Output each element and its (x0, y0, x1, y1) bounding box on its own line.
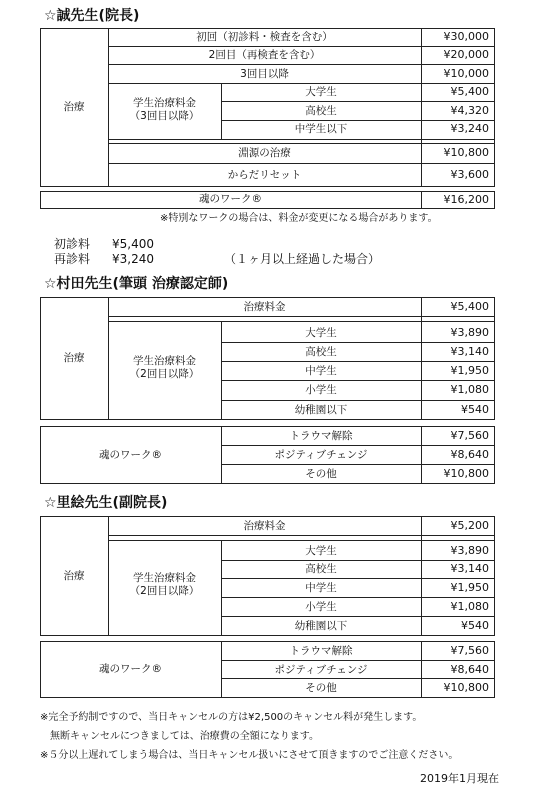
s2-price-junior: ¥1,950 (450, 364, 489, 377)
s2-row-trauma: トラウマ解除 (289, 430, 353, 442)
footer-late-note: ※５分以上遅れてしまう場合は、当日キャンセル扱いにさせて頂きますのでご注意ください。 (40, 750, 459, 761)
footer-cancel-note: ※完全予約制ですので、当日キャンセルの方は¥2,500のキャンセル料が発生します。 (40, 712, 423, 723)
price-second-visit: ¥20,000 (443, 48, 489, 61)
first-fee-label: 初診料 (54, 237, 91, 251)
section1-student-label: 学生治療料金 （3回目以降） (129, 97, 200, 122)
price-first-visit: ¥30,000 (443, 30, 489, 43)
s3-row-other: その他 (305, 682, 337, 694)
price-university: ¥5,400 (450, 85, 489, 98)
s2-row-university: 大学生 (305, 327, 337, 339)
price-highschool: ¥4,320 (450, 104, 489, 117)
row-first-visit: 初回（初診料・検査を含む） (196, 31, 333, 43)
price-root-treatment: ¥10,800 (443, 146, 489, 159)
section3-soul-label: 魂のワーク® (99, 663, 162, 675)
s2-row-junior: 中学生 (305, 365, 337, 377)
s3-row-highschool: 高校生 (305, 563, 337, 575)
price-junior: ¥3,240 (450, 122, 489, 135)
s2-price-positive: ¥8,640 (450, 448, 489, 461)
s3-price-highschool: ¥3,140 (450, 562, 489, 575)
section2-title: ☆村田先生(筆頭 治療認定師) (44, 276, 229, 292)
s2-row-highschool: 高校生 (305, 346, 337, 358)
section2-category: 治療 (63, 352, 85, 364)
s2-price-other: ¥10,800 (443, 467, 489, 480)
s2-row-other: その他 (305, 468, 337, 480)
row-third-visit: 3回目以降 (240, 68, 289, 80)
s3-price-junior: ¥1,950 (450, 581, 489, 594)
soul-work-label: 魂のワーク® (199, 193, 262, 205)
footer-noshow-note: 無断キャンセルにつきましては、治療費の全額になります。 (50, 731, 319, 742)
s3-price-other: ¥10,800 (443, 681, 489, 694)
s3-row-university: 大学生 (305, 545, 337, 557)
section3-category: 治療 (63, 570, 85, 582)
row-highschool: 高校生 (305, 105, 337, 117)
row-root-treatment: 淵源の治療 (238, 147, 291, 159)
first-fee-price: ¥5,400 (112, 237, 154, 251)
row-second-visit: 2回目（再検査を含む） (208, 49, 321, 61)
s2-row-positive: ポジティブチェンジ (274, 449, 368, 461)
s3-price-positive: ¥8,640 (450, 663, 489, 676)
s3-price-kindergarten: ¥540 (461, 619, 489, 632)
s3-price-university: ¥3,890 (450, 544, 489, 557)
price-third-visit: ¥10,000 (443, 67, 489, 80)
re-fee-price: ¥3,240 (112, 252, 154, 266)
section3-student-label: 学生治療料金 （2回目以降） (129, 572, 200, 597)
re-fee-label: 再診料 (54, 252, 91, 266)
footer-date: 2019年1月現在 (420, 772, 499, 785)
price-body-reset: ¥3,600 (450, 168, 489, 181)
s2-price-highschool: ¥3,140 (450, 345, 489, 358)
section2-student-label: 学生治療料金 （2回目以降） (129, 355, 200, 380)
section2-soul-label: 魂のワーク® (99, 449, 162, 461)
section1-note: ※特別なワークの場合は、料金が変更になる場合があります。 (160, 213, 438, 224)
section2-treatment-price: ¥5,400 (450, 300, 489, 313)
section1-title: ☆誠先生(院長) (44, 8, 140, 24)
row-university: 大学生 (305, 86, 337, 98)
s2-price-trauma: ¥7,560 (450, 429, 489, 442)
section3-treatment-price: ¥5,200 (450, 519, 489, 532)
s3-row-elementary: 小学生 (305, 601, 337, 613)
s2-price-kindergarten: ¥540 (461, 403, 489, 416)
s3-row-junior: 中学生 (305, 582, 337, 594)
s3-price-elementary: ¥1,080 (450, 600, 489, 613)
re-fee-note: （１ヶ月以上経過した場合） (224, 252, 381, 266)
s2-row-kindergarten: 幼稚園以下 (294, 404, 348, 416)
s3-row-kindergarten: 幼稚園以下 (294, 620, 348, 632)
s3-row-positive: ポジティブチェンジ (274, 664, 368, 676)
s3-price-trauma: ¥7,560 (450, 644, 489, 657)
s2-price-elementary: ¥1,080 (450, 383, 489, 396)
soul-work-price: ¥16,200 (443, 193, 489, 206)
section2-treatment-label: 治療料金 (243, 301, 286, 313)
s2-row-elementary: 小学生 (305, 384, 337, 396)
row-junior: 中学生以下 (294, 123, 348, 135)
row-body-reset: からだリセット (227, 169, 302, 181)
section3-title: ☆里絵先生(副院長) (44, 495, 168, 511)
s2-price-university: ¥3,890 (450, 326, 489, 339)
section1-category: 治療 (63, 101, 85, 113)
section3-treatment-label: 治療料金 (243, 520, 286, 532)
s3-row-trauma: トラウマ解除 (289, 645, 353, 657)
